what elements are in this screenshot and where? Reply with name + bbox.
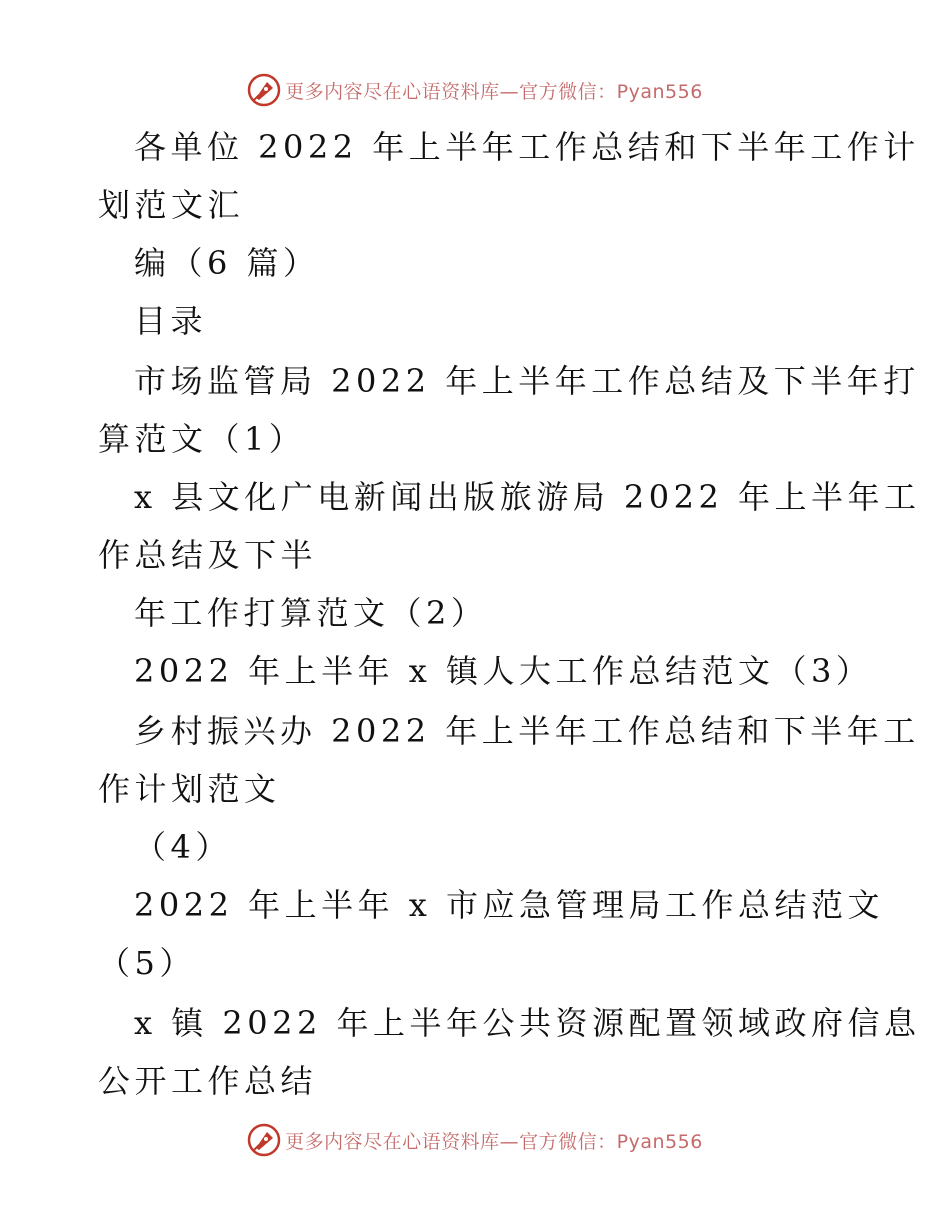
document-title-line-3: 编（6 篇） [134, 244, 320, 282]
toc-entry-4-line-1: 乡村振兴办 2022 年上半年工作总结和下半年工 [134, 712, 920, 750]
toc-entry-3-line-1: 2022 年上半年 x 镇人大工作总结范文（3） [134, 652, 873, 690]
watermark-text: 更多内容尽在心语资料库—官方微信：Pyan556 [285, 1130, 703, 1153]
toc-entry-2-line-1: x 县文化广电新闻出版旅游局 2022 年上半年工 [134, 478, 921, 516]
document-title-line-1: 各单位 2022 年上半年工作总结和下半年工作计 [134, 128, 920, 166]
watermark-text: 更多内容尽在心语资料库—官方微信：Pyan556 [285, 80, 703, 103]
toc-entry-1-line-2: 算范文（1） [98, 420, 306, 458]
toc-entry-1-line-1: 市场监管局 2022 年上半年工作总结及下半年打 [134, 362, 920, 400]
toc-entry-5-line-1: 2022 年上半年 x 市应急管理局工作总结范文 [134, 886, 885, 924]
toc-entry-6-line-2: 公开工作总结 [98, 1062, 318, 1100]
toc-entry-6-line-1: x 镇 2022 年上半年公共资源配置领域政府信息 [134, 1004, 921, 1042]
toc-entry-5-line-2: （5） [98, 944, 196, 982]
toc-entry-2-line-3: 年工作打算范文（2） [134, 594, 488, 632]
toc-entry-2-line-2: 作总结及下半 [98, 536, 318, 574]
toc-entry-4-line-3: （4） [134, 828, 232, 866]
pen-nib-logo-icon [247, 1123, 281, 1157]
document-title-line-2: 划范文汇 [98, 186, 245, 224]
toc-entry-4-line-2: 作计划范文 [98, 770, 281, 808]
toc-heading: 目录 [134, 302, 208, 340]
watermark-banner-bottom [0, 1120, 950, 1160]
